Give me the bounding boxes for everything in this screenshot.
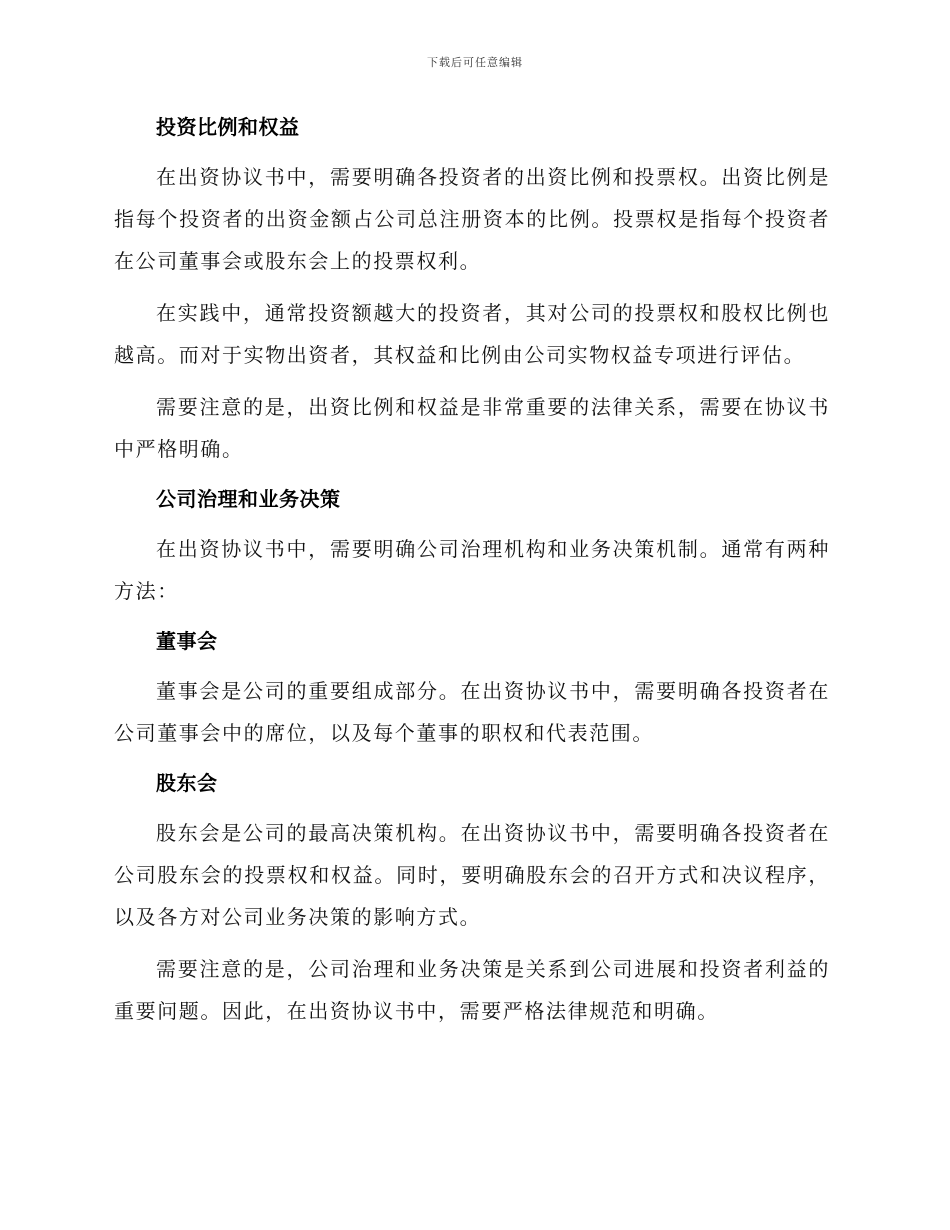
section-heading-shareholders-meeting: 股东会: [156, 771, 218, 795]
paragraph: 需要注意的是，出资比例和权益是非常重要的法律关系，需要在协议书中严格明确。: [114, 395, 830, 461]
paragraph: 董事会是公司的重要组成部分。在出资协议书中，需要明确各投资者在公司董事会中的席位，以及每个董事的职权和代表范围。: [114, 679, 830, 745]
paragraph: 在出资协议书中，需要明确各投资者的出资比例和投票权。出资比例是指每个投资者的出资金额占公司总注册资本的比例。投票权是指每个投资者在公司董事会或股东会上的投票权利。: [114, 165, 830, 273]
section-heading-corporate-governance: 公司治理和业务决策: [156, 487, 341, 511]
paragraph: 需要注意的是，公司治理和业务决策是关系到公司进展和投资者利益的重要问题。因此，在出资协议书中，需要严格法律规范和明确。: [114, 957, 830, 1023]
document-body: [114, 108, 830, 1042]
paragraph: 在出资协议书中，需要明确公司治理机构和业务决策机制。通常有两种方法：: [114, 537, 830, 603]
section-heading-investment-ratio: 投资比例和权益: [156, 115, 300, 139]
section-heading-board: 董事会: [156, 629, 218, 653]
paragraph: 在实践中，通常投资额越大的投资者，其对公司的投票权和股权比例也越高。而对于实物出资者，其权益和比例由公司实物权益专项进行评估。: [114, 301, 830, 367]
paragraph: 股东会是公司的最高决策机构。在出资协议书中，需要明确各投资者在公司股东会的投票权和权益。同时，要明确股东会的召开方式和决议程序，以及各方对公司业务决策的影响方式。: [114, 821, 830, 929]
page-header-note: 下载后可任意编辑: [427, 56, 523, 69]
